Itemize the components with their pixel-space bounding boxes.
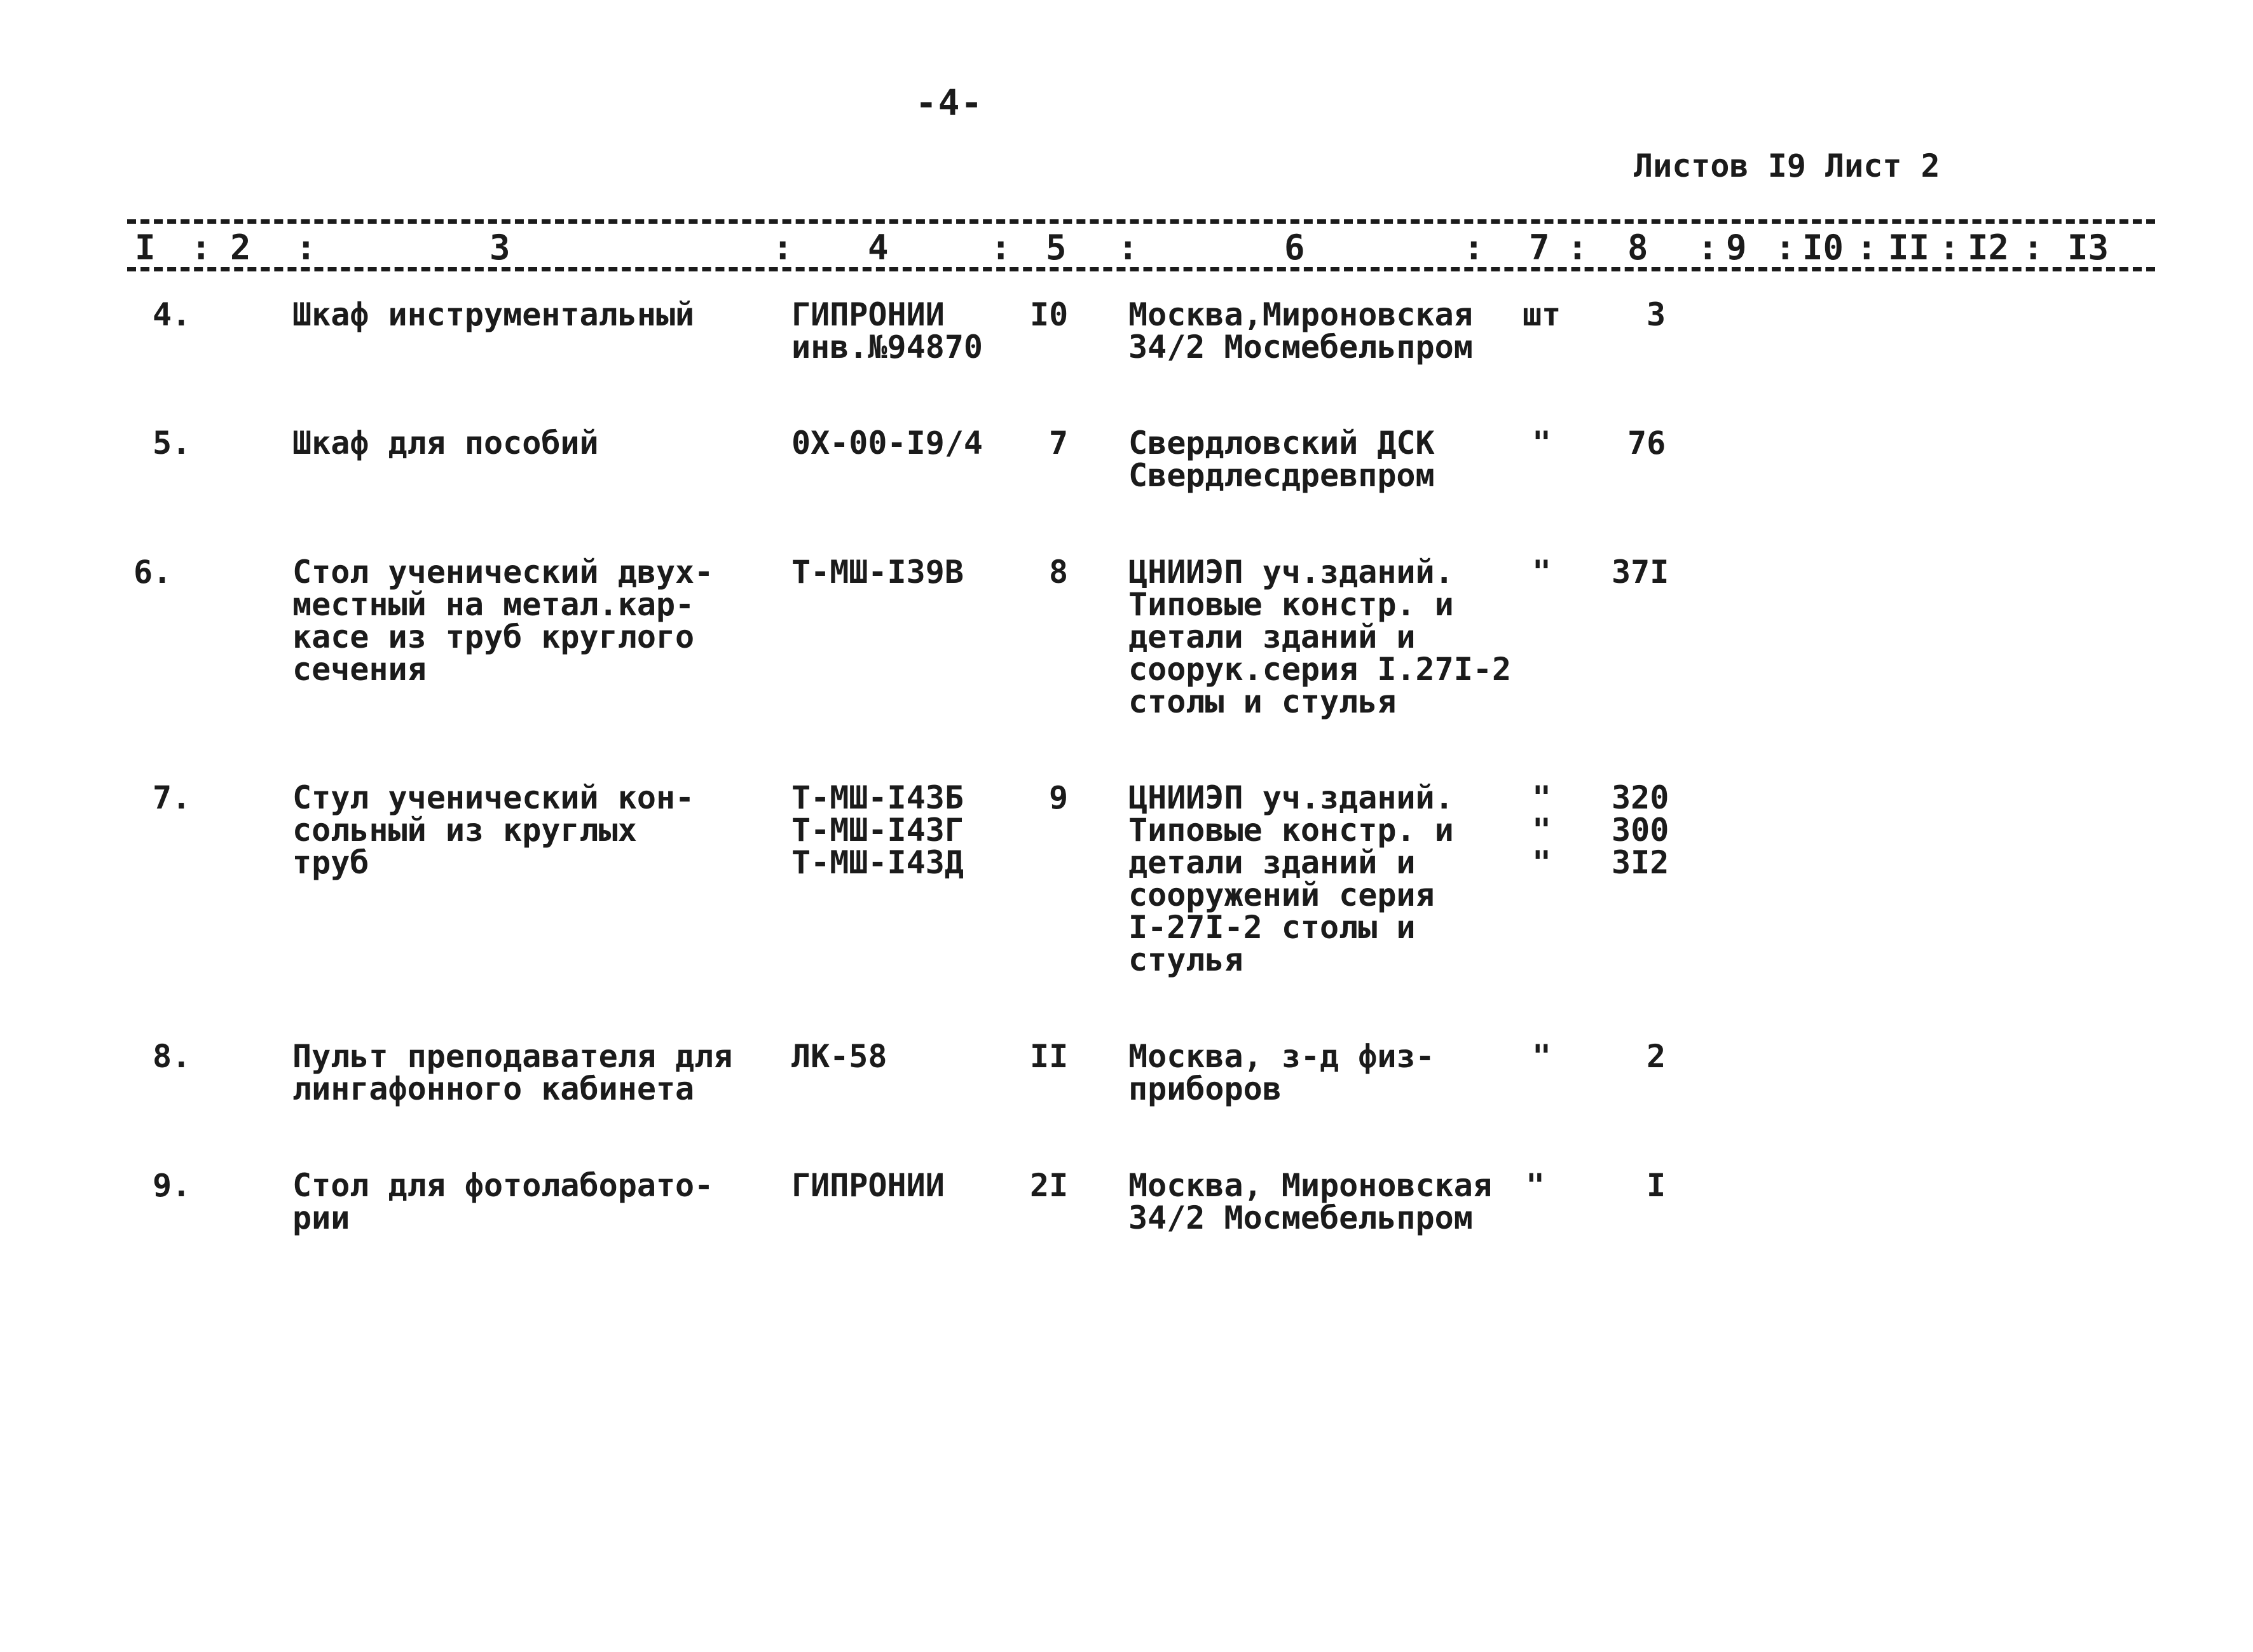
header-bottom-rule bbox=[127, 267, 2155, 271]
col-header-1: I bbox=[135, 228, 156, 268]
item-unit: " bbox=[1532, 425, 1552, 461]
col-separator: : bbox=[1856, 228, 1877, 268]
row-number: 8. bbox=[153, 1038, 191, 1075]
item-quantity: 320 300 3I2 bbox=[1612, 779, 1669, 881]
item-manufacturer: Москва, з-д физ- приборов bbox=[1128, 1038, 1435, 1107]
col-header-9: 9 bbox=[1726, 228, 1747, 268]
item-quantity: I bbox=[1647, 1167, 1666, 1204]
row-number: 7. bbox=[153, 779, 191, 816]
item-quantity: 3 bbox=[1647, 296, 1666, 333]
item-quantity: 76 bbox=[1627, 425, 1666, 461]
item-unit: " bbox=[1532, 1038, 1552, 1075]
col-separator: : bbox=[1463, 228, 1484, 268]
col-header-12: I2 bbox=[1968, 228, 2010, 268]
sheet-info: Листов I9 Лист 2 bbox=[1634, 147, 1940, 184]
col-separator: : bbox=[990, 228, 1011, 268]
item-name: Стол для фотолаборато- рии bbox=[292, 1167, 714, 1236]
item-code: ЛК-58 bbox=[791, 1038, 887, 1075]
item-manufacturer: Свердловский ДСК Свердлесдревпром bbox=[1128, 425, 1435, 494]
col-header-13: I3 bbox=[2067, 228, 2109, 268]
item-code: ГИПРОНИИ инв.№94870 bbox=[791, 296, 983, 365]
item-quantity: 2 bbox=[1647, 1038, 1666, 1075]
item-ref: I0 bbox=[1030, 296, 1069, 333]
item-code: Т-МШ-I43Б Т-МШ-I43Г Т-МШ-I43Д bbox=[791, 779, 964, 881]
item-unit: шт bbox=[1523, 296, 1561, 333]
col-separator: : bbox=[296, 228, 317, 268]
col-separator: : bbox=[191, 228, 212, 268]
col-separator: : bbox=[1567, 228, 1588, 268]
col-header-4: 4 bbox=[868, 228, 889, 268]
item-code: ГИПРОНИИ bbox=[791, 1167, 945, 1204]
col-separator: : bbox=[1775, 228, 1796, 268]
col-header-2: 2 bbox=[230, 228, 251, 268]
col-separator: : bbox=[1697, 228, 1718, 268]
item-unit: " bbox=[1532, 554, 1552, 590]
item-manufacturer: ЦНИИЭП уч.зданий. Типовые констр. и детали зданий и соорук.серия I.27I-2 столы и стулья bbox=[1128, 554, 1512, 720]
col-header-6: 6 bbox=[1284, 228, 1305, 268]
col-header-11: II bbox=[1888, 228, 1930, 268]
item-name: Пульт преподавателя для лингафонного кабинета bbox=[292, 1038, 733, 1107]
col-separator: : bbox=[772, 228, 793, 268]
row-number: 5. bbox=[153, 425, 191, 461]
item-unit: " " " bbox=[1532, 779, 1552, 881]
item-unit: " bbox=[1526, 1167, 1545, 1204]
item-ref: 7 bbox=[1049, 425, 1069, 461]
item-code: Т-МШ-I39В bbox=[791, 554, 964, 590]
item-ref: 2I bbox=[1030, 1167, 1069, 1204]
col-header-7: 7 bbox=[1529, 228, 1550, 268]
item-name: Шкаф для пособий bbox=[292, 425, 599, 461]
item-name: Стол ученический двух- местный на метал.кар- касе из труб круглого сечения bbox=[292, 554, 714, 688]
col-separator: : bbox=[1939, 228, 1960, 268]
item-manufacturer: Москва,Мироновская 34/2 Мосмебельпром bbox=[1128, 296, 1473, 365]
item-ref: II bbox=[1030, 1038, 1069, 1075]
col-separator: : bbox=[2023, 228, 2044, 268]
item-name: Стул ученический кон- сольный из круглых труб bbox=[292, 779, 695, 881]
item-ref: 9 bbox=[1049, 779, 1069, 816]
row-number: 6. bbox=[134, 554, 172, 590]
item-manufacturer: Москва, Мироновская 34/2 Мосмебельпром bbox=[1128, 1167, 1492, 1236]
col-separator: : bbox=[1118, 228, 1139, 268]
col-header-8: 8 bbox=[1627, 228, 1648, 268]
col-header-5: 5 bbox=[1046, 228, 1067, 268]
item-code: 0Х-00-I9/4 bbox=[791, 425, 983, 461]
table-top-rule bbox=[127, 219, 2155, 224]
item-manufacturer: ЦНИИЭП уч.зданий. Типовые констр. и детали зданий и сооружений серия I-27I-2 столы и стулья bbox=[1128, 779, 1454, 978]
col-header-3: 3 bbox=[490, 228, 510, 268]
col-header-10: I0 bbox=[1802, 228, 1844, 268]
item-quantity: 37I bbox=[1612, 554, 1669, 590]
row-number: 9. bbox=[153, 1167, 191, 1204]
row-number: 4. bbox=[153, 296, 191, 333]
item-name: Шкаф инструментальный bbox=[292, 296, 695, 333]
item-ref: 8 bbox=[1049, 554, 1069, 590]
page-number: -4- bbox=[915, 83, 984, 124]
